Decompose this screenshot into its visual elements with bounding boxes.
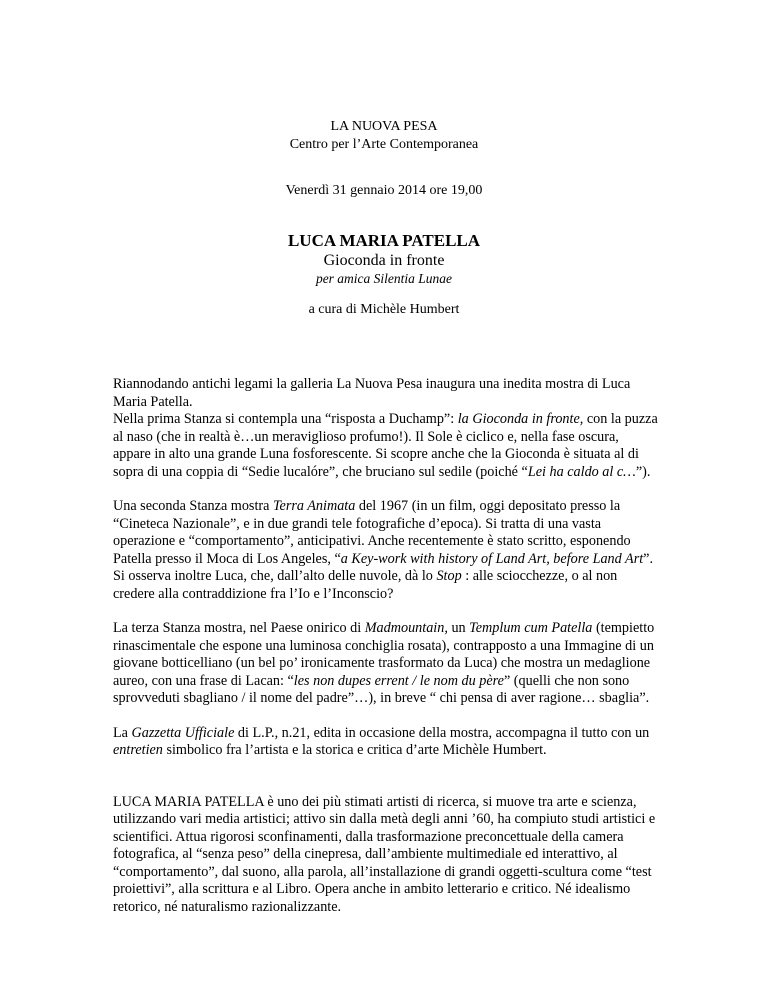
press-release-header <box>0 118 768 319</box>
p3-text-d: ” (quelli che non sono sprovveduti sbagliano / il nome del padre”…), in breve “ chi pensa di aver ragione… sbaglia”. <box>113 672 650 706</box>
p1-text-a: Riannodando antichi legami la galleria La Nuova Pesa inaugura una inedita mostra di Luca Maria Patella. <box>113 376 631 410</box>
p4-italic-a: Gazzetta Ufficiale <box>131 724 235 741</box>
exhibition-title: Gioconda in fronte <box>323 252 445 269</box>
paragraph-2 <box>113 498 658 603</box>
paragraph-5-artist-bio: LUCA MARIA PATELLA è uno dei più stimati artisti di ricerca, si muove tra arte e scienza, utilizzando vari media artistici; attivo sin dalla metà degli anni ’60, ha compiuto studi artistici e scientifici. Attua rigorosi sconfinamenti, dalla trasformazione preconcettuale della camera fotografica, al “senza peso” della cinepresa, dall’ambiente multimediale ed interattivo, al “comportamento”, dal suono, alla parola, all’installazione di grandi oggetti-scultura come “test proiettivi”, alla scrittura e al Libro. Opera anche in ambito letterario e critico. Né idealismo retorico, né naturalismo razionalizzante. <box>113 793 656 915</box>
p2-text-d: : alle sciocchezze, o al non credere alla contraddizione fra l’Io e l’Inconscio? <box>113 568 618 602</box>
p2-text-a: Una seconda Stanza mostra <box>113 498 273 514</box>
p1-text-d: ”). <box>635 463 651 480</box>
p2-italic-b: a Key-work with history of Land Art, before Land Art <box>340 550 644 567</box>
p2-text-b: del 1967 (in un film, oggi depositato presso la “Cineteca Nazionale”, e in due grandi tele fotografiche d’epoca). Si tratta di una vasta operazione e “comportamento”, anticipativi. Anche recentemente è stato scritto, esponendo Patella presso il Moca di Los Angeles, “ <box>113 498 631 567</box>
p4-text-b: di L.P., n.21, edita in occasione della mostra, accompagna il tutto con un <box>234 724 650 741</box>
p1-italic-b: la Gioconda in fronte, <box>457 411 584 427</box>
exhibition-subtitle: per amica Silentia Lunae <box>315 271 453 286</box>
artist-name: LUCA MARIA PATELLA <box>287 231 481 250</box>
p2-italic-c: Stop <box>436 568 462 584</box>
gallery-name: LA NUOVA PESA <box>330 119 438 134</box>
p3-italic-a: Madmountain, <box>364 620 448 636</box>
p4-text-a: La <box>113 724 132 741</box>
event-date: Venerdì 31 gennaio 2014 ore 19,00 <box>285 183 483 198</box>
p3-text-a: La terza Stanza mostra, nel Paese onirico di <box>113 620 365 636</box>
p1-italic-c: Lei ha caldo al c… <box>527 463 636 480</box>
p2-text-c: ”. Si osserva inoltre Luca, che, dall’alto delle nuvole, dà lo <box>113 550 654 584</box>
p2-italic-a: Terra Animata <box>272 498 356 514</box>
body-text <box>113 376 658 916</box>
p3-italic-b: Templum cum Patella <box>469 620 593 636</box>
p4-italic-b: entretien <box>113 742 163 758</box>
p3-text-b: un <box>447 620 470 636</box>
paragraph-1 <box>113 376 658 481</box>
curator-line: a cura di Michèle Humbert <box>308 302 460 317</box>
p3-text-c: (tempietto rinascimentale che espone una luminosa conchiglia rosata), contrapposto a una Immagine di un giovane botticelliano (un bel po’ ironicamente trasformato da Luca) che mostra un medaglione aureo, con una frase di Lacan: “ <box>113 620 655 689</box>
paragraph-3 <box>113 620 658 708</box>
gallery-subtitle: Centro per l’Arte Contemporanea <box>289 137 479 152</box>
p3-italic-c: les non dupes errent / le nom du père <box>293 672 504 689</box>
p1-text-c: con la puzza al naso (che in realtà è…un meraviglioso profumo!). Il Sole è ciclico e, nella fase oscura, appare in alto una grande Luna fosforescente. Si scopre anche che la Gioconda è situata al di sopra di una coppia di “Sedie lucalóre”, che bruciano sul sedile (poiché “ <box>113 411 658 480</box>
p4-text-c: simbolico fra l’artista e la storica e critica d’arte Michèle Humbert. <box>162 742 547 758</box>
p1-text-b: Nella prima Stanza si contempla una “risposta a Duchamp”: <box>113 411 458 427</box>
paragraph-4 <box>113 725 658 760</box>
